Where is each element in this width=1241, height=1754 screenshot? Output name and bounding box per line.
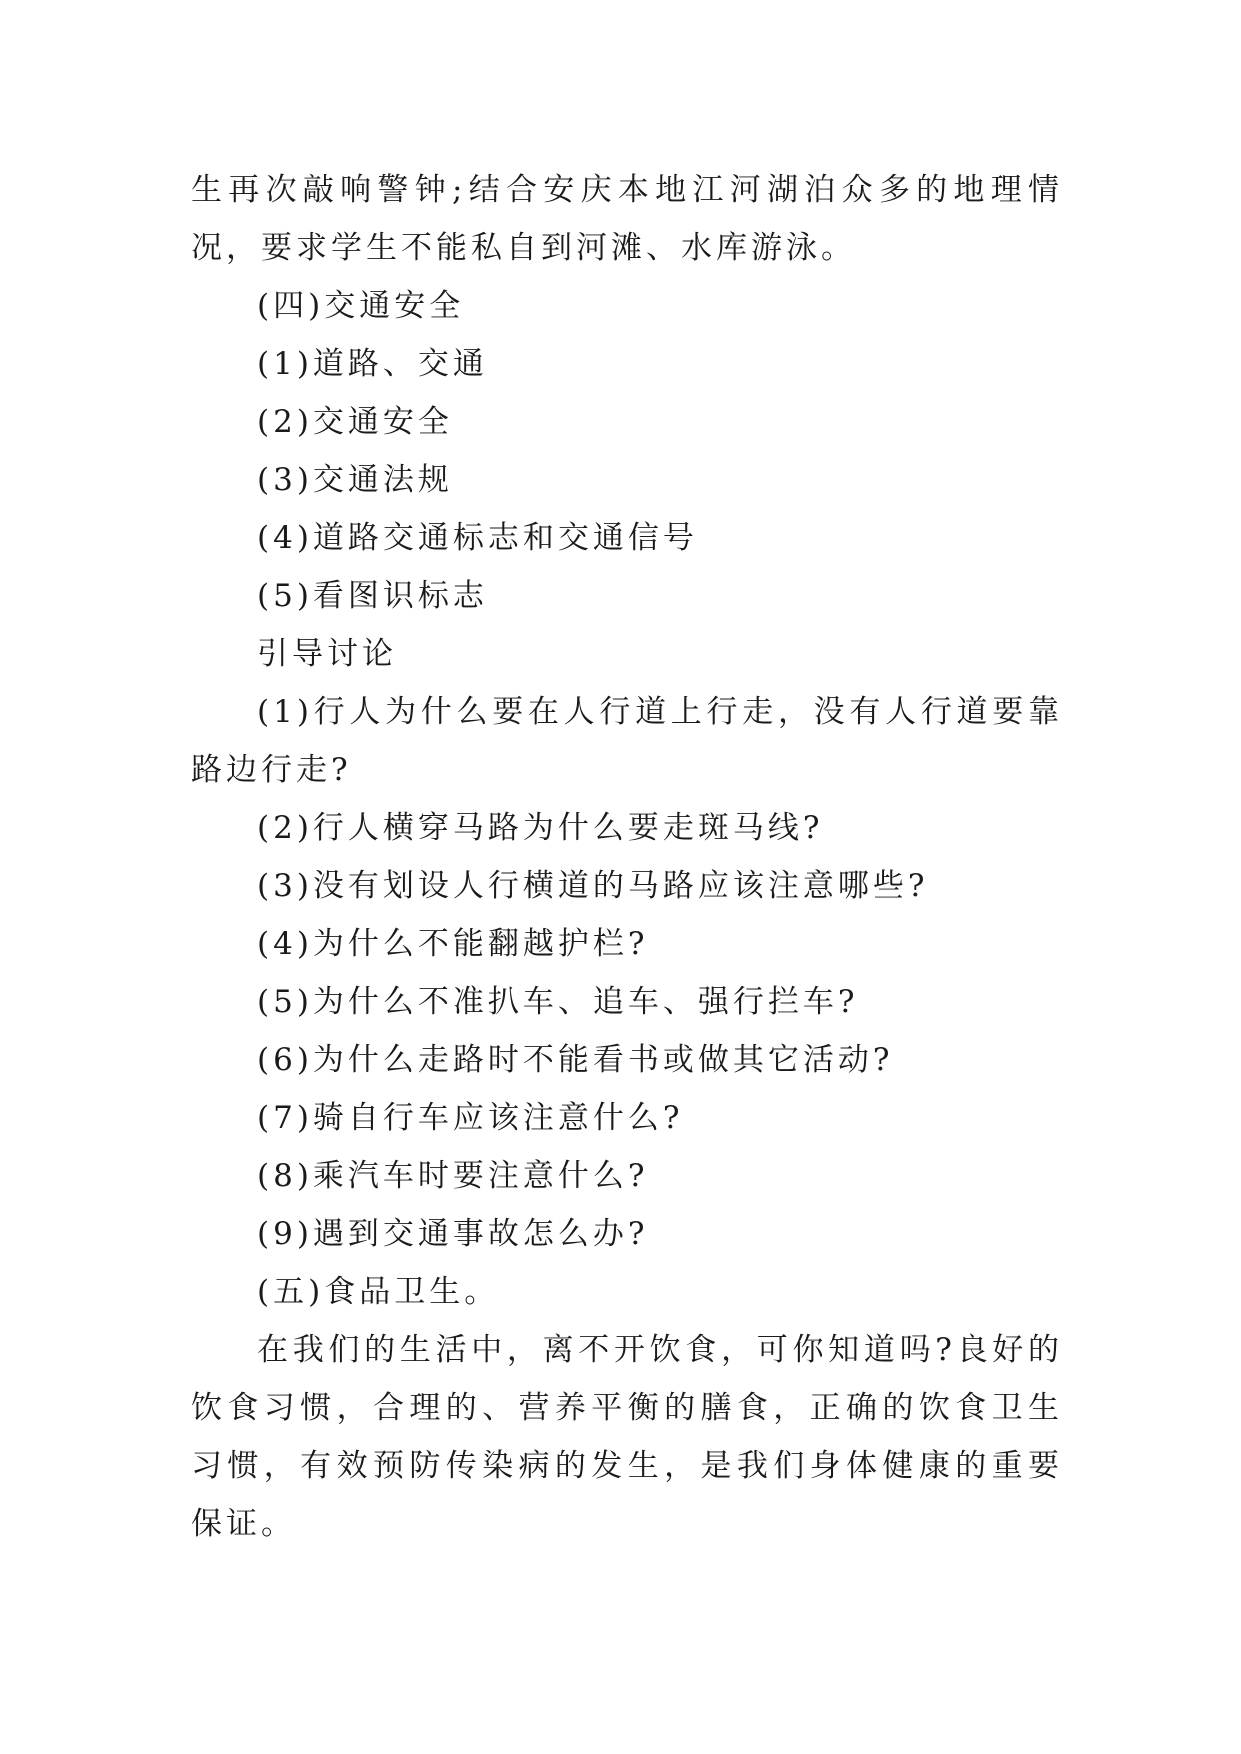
section-heading-food-hygiene: (五)食品卫生。 (257, 1274, 500, 1310)
list-item-5: (5)看图识标志 (257, 578, 488, 614)
question-4: (4)为什么不能翻越护栏? (257, 926, 649, 962)
subheading-discussion: 引导讨论 (257, 636, 397, 672)
list-item-2: (2)交通安全 (257, 404, 453, 440)
question-3: (3)没有划设人行横道的马路应该注意哪些? (257, 868, 929, 904)
question-6: (6)为什么走路时不能看书或做其它活动? (257, 1042, 894, 1078)
document-body (191, 161, 1063, 1553)
list-item-4: (4)道路交通标志和交通信号 (257, 520, 698, 556)
question-1: (1)行人为什么要在人行道上行走，没有人行道要靠路边行走? (191, 694, 1063, 788)
list-item-1: (1)道路、交通 (257, 346, 488, 382)
question-5: (5)为什么不准扒车、追车、强行拦车? (257, 984, 859, 1020)
question-7: (7)骑自行车应该注意什么? (257, 1100, 684, 1136)
question-8: (8)乘汽车时要注意什么? (257, 1158, 649, 1194)
question-2: (2)行人横穿马路为什么要走斑马线? (257, 810, 824, 846)
paragraph-food-hygiene: 在我们的生活中，离不开饮食，可你知道吗?良好的饮食习惯，合理的、营养平衡的膳食，正确的饮食卫生习惯，有效预防传染病的发生，是我们身体健康的重要保证。 (191, 1332, 1063, 1542)
list-item-3: (3)交通法规 (257, 462, 453, 498)
question-9: (9)遇到交通事故怎么办? (257, 1216, 649, 1252)
paragraph-1: 生再次敲响警钟;结合安庆本地江河湖泊众多的地理情况，要求学生不能私自到河滩、水库游泳。 (191, 172, 1063, 266)
section-heading-traffic-safety: (四)交通安全 (257, 288, 465, 324)
